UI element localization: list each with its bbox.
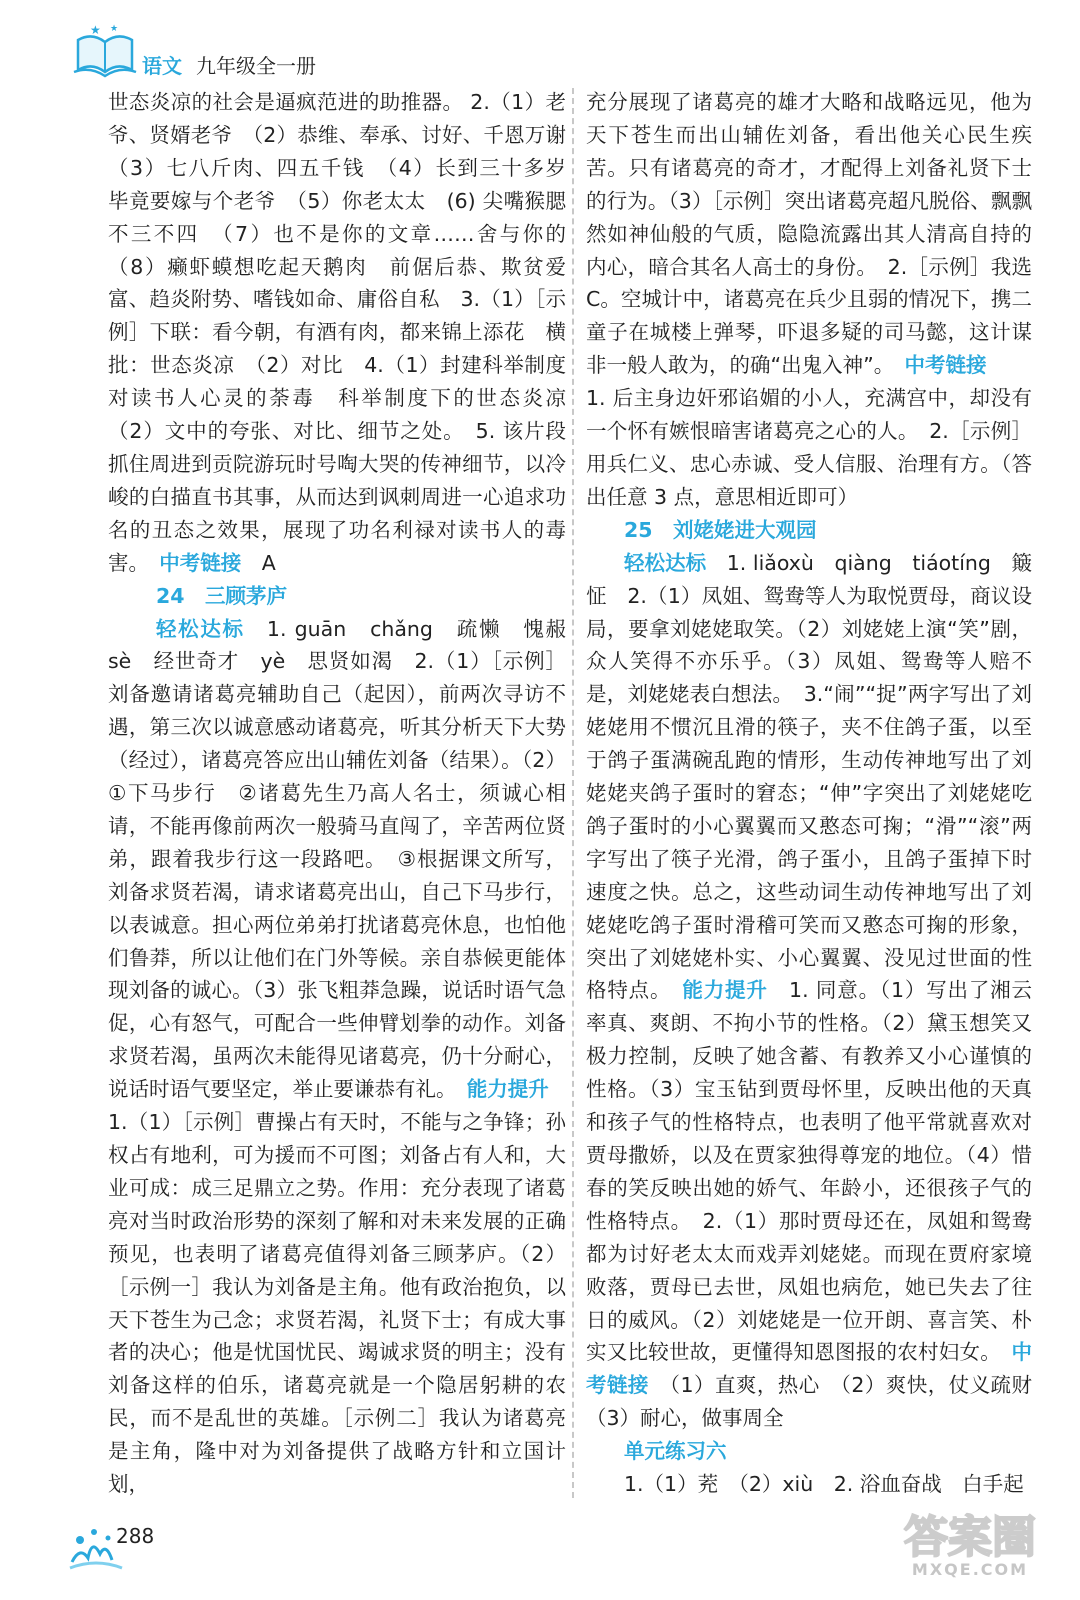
subject-label: 语文 [142, 54, 182, 78]
watermark-logo-text: 答案圈 [904, 1512, 1036, 1562]
grade-label: 九年级全一册 [196, 54, 316, 78]
answer-text: 充分展现了诸葛亮的雄才大略和战略远见，他为天下苍生而出山辅佐刘备，看出他关心民生疾苦。只有诸葛亮的奇才，才配得上刘备礼贤下士的行为。（3）［示例］突出诸葛亮超凡脱俗、飘飘然如神仙般的气质，隐隐流露出其人清高自持的内心，暗合其名人高士的身份。 2.［示例］我选C。空城计中，诸葛亮在兵少且弱的情况下，携二童子在城楼上弹琴，吓退多疑的司马懿，这计谋非一般人敢为，的确“出鬼入神”。 [586, 90, 1032, 378]
svg-text:★: ★ [90, 23, 101, 37]
watermark-logo-icon [872, 1506, 1068, 1562]
answer-text: （1）直爽，热心 （2）爽快，仗义疏财 （3）耐心，做事周全 [586, 1373, 1053, 1431]
answer-text: 1.（1）茺 （2）xiù 2. 浴血奋战 白手起 [624, 1472, 1024, 1497]
answer-text: 世态炎凉的社会是逼疯范进的助推器。 2.（1）老爷、贤婿老爷 （2）恭维、奉承、讨好、千恩万谢 （3）七八斤肉、四五千钱 （4）长到三十多岁 毕竟要嫁与个老爷 （5）你老太太 (6) 尖嘴猴腮 不三不四 （7）也不是你的文章……舍与你的 （8）癞虾蟆想吃起天鹅肉 前倨后恭、欺贫爱富、趋炎附势、嗜钱如命、庸俗自私 3.（1）［示例］下联：看今朝，有酒有肉，都来锦上添花 横批：世态炎凉 （2）对比 4.（1）封建科举制度对读书人心灵的荼毒 科举制度下的世态炎凉 （2）文中的夸张、对比、细节之处。 5. 该片段抓住周进到贡院游玩时号啕大哭的传神细节，以冷峻的白描直书其事，从而达到讽刺周进一心追求功名的丑态之效果，展现了功名利禄对读书人的毒害。 [108, 90, 587, 575]
answer-block [108, 613, 587, 1501]
keyword-easy-target: 轻松达标 [156, 616, 245, 641]
svg-text:★: ★ [110, 24, 119, 34]
section-heading-24: 24 三顾茅庐 [156, 583, 288, 608]
keyword-ability-up: 能力提升 [466, 1077, 549, 1102]
unit-exercise-heading: 单元练习六 [624, 1439, 727, 1464]
section-heading-25: 25 刘姥姥进大观园 [624, 517, 817, 542]
answer-block [586, 382, 1032, 514]
page-header [72, 20, 432, 80]
answer-text: 1. guān chǎng 疏懒 愧赧 sè 经世奇才 yè 思贤如渴 2.（1）［示例］刘备邀请诸葛亮辅助自己（起因），前两次寻访不遇，第三次以诚意感动诸葛亮，听其分析天下大势（经过），诸葛亮答应出山辅佐刘备（结果）。（2）①下马步行 ②诸葛先生乃高人名士，须诚心相请，不能再像前两次一般骑马直闯了，辛苦两位贤弟，跟着我步行这一段路吧。 ③根据课文所写，刘备求贤若渴，请求诸葛亮出山，自己下马步行，以表诚意。担心两位弟弟打扰诸葛亮休息，也怕他们鲁莽，所以让他们在门外等候。亲自恭候更能体现刘备的诚心。（3）张飞粗莽急躁，说话时语气急促，心有怒气，可配合一些伸臂划拳的动作。刘备求贤若渴，虽两次未能得见诸葛亮，仍十分耐心，说话时语气要坚定，举止要谦恭有礼。 [108, 616, 587, 1102]
watermark [872, 1506, 1068, 1586]
page-number: 288 [116, 1524, 155, 1548]
keyword-zhongkao-link: 中考链接 [904, 353, 987, 378]
open-book-icon [72, 20, 138, 80]
answer-block [586, 1468, 1032, 1501]
keyword-zhongkao-link: 中考链接 [159, 550, 242, 575]
watermark-url: MXQE.COM [911, 1560, 1029, 1579]
right-column [586, 86, 1053, 1501]
column-divider [572, 88, 574, 1498]
answer-text: 1. liǎoxù qiàng tiáotíng 簸怔 2.（1）凤姐、鸳鸯等人为取悦贾母，商议设局，要拿刘姥姥取笑。（2）刘姥姥上演“笑”剧，众人笑得不亦乐乎。（3）凤姐、鸳鸯等人赔不是，刘姥姥表白想法。 3.“闹”“捉”两字写出了刘姥姥用不惯沉且滑的筷子，夹不住鸽子蛋，以至于鸽子蛋满碗乱跑的情形，生动传神地写出了刘姥姥夹鸽子蛋时的窘态；“伸”字突出了刘姥姥吃鸽子蛋时的小心翼翼而又憨态可掬；“滑”“滚”两字写出了筷子光滑，鸽子蛋小，且鸽子蛋掉下时速度之快。总之，这些动词生动传神地写出了刘姥姥吃鸽子蛋时滑稽可笑而又憨态可掬的形象，突出了刘姥姥朴实、小心翼翼、没见过世面的性格特点。 [586, 550, 1033, 1003]
answer-block [108, 86, 587, 580]
answer-text: 1.（1）［示例］曹操占有天时，不能与之争锋；孙权占有地利，可为援而不可图；刘备占有人和，大业可成：成三足鼎立之势。作用：充分表现了诸葛亮对当时政治形势的深刻了解和对未来发展的正确预见，也表明了诸葛亮值得刘备三顾茅庐。（2）［示例一］我认为刘备是主角。他有政治抱负，以天下苍生为己念；求贤若渴，礼贤下士；有成大事者的决心；他是忧国忧民、竭诚求贤的明主；没有刘备这样的伯乐，诸葛亮就是一个隐居躬耕的农民，而不是乱世的英雄。［示例二］我认为诸葛亮是主角，隆中对为刘备提供了战略方针和立国计划， [108, 1077, 570, 1497]
answer-block [586, 86, 1032, 382]
left-column [108, 86, 587, 1501]
keyword-zhongkao-link: 中考链接 [586, 1340, 1032, 1398]
keyword-easy-target: 轻松达标 [624, 550, 707, 575]
keyword-ability-up: 能力提升 [682, 978, 768, 1003]
answer-block [586, 547, 1053, 1435]
answer-text: 1. 同意。（1）写出了湘云率真、爽朗、不拘小节的性格。（2）黛玉想笑又极力控制，反映了她含蓄、有教养又小心谨慎的性格。（3）宝玉钻到贾母怀里，反映出他的天真和孩子气的性格特点，也表明了他平常就喜欢对贾母撒娇，以及在贾家独得尊宠的地位。（4）惜春的笑反映出她的娇气、年龄小，还很孩子气的性格特点。 2.（1）那时贾母还在，凤姐和鸳鸯都为讨好老太太而戏弄刘姥姥。而现在贾府家境败落，贾母已去世，凤姐也病危，她已失去了往日的威风。（2）刘姥姥是一位开朗、喜言笑、朴实又比较世故，更懂得知恩图报的农村妇女。 [586, 978, 1032, 1365]
answer-text: A [241, 550, 276, 575]
answer-text: 1. 后主身边奸邪谄媚的小人，充满宫中，却没有一个怀有嫉恨暗害诸葛亮之心的人。 2.［示例］用兵仁义、忠心赤诚、受人信服、治理有方。（答出任意 3 点，意思相近即可） [586, 386, 1032, 509]
